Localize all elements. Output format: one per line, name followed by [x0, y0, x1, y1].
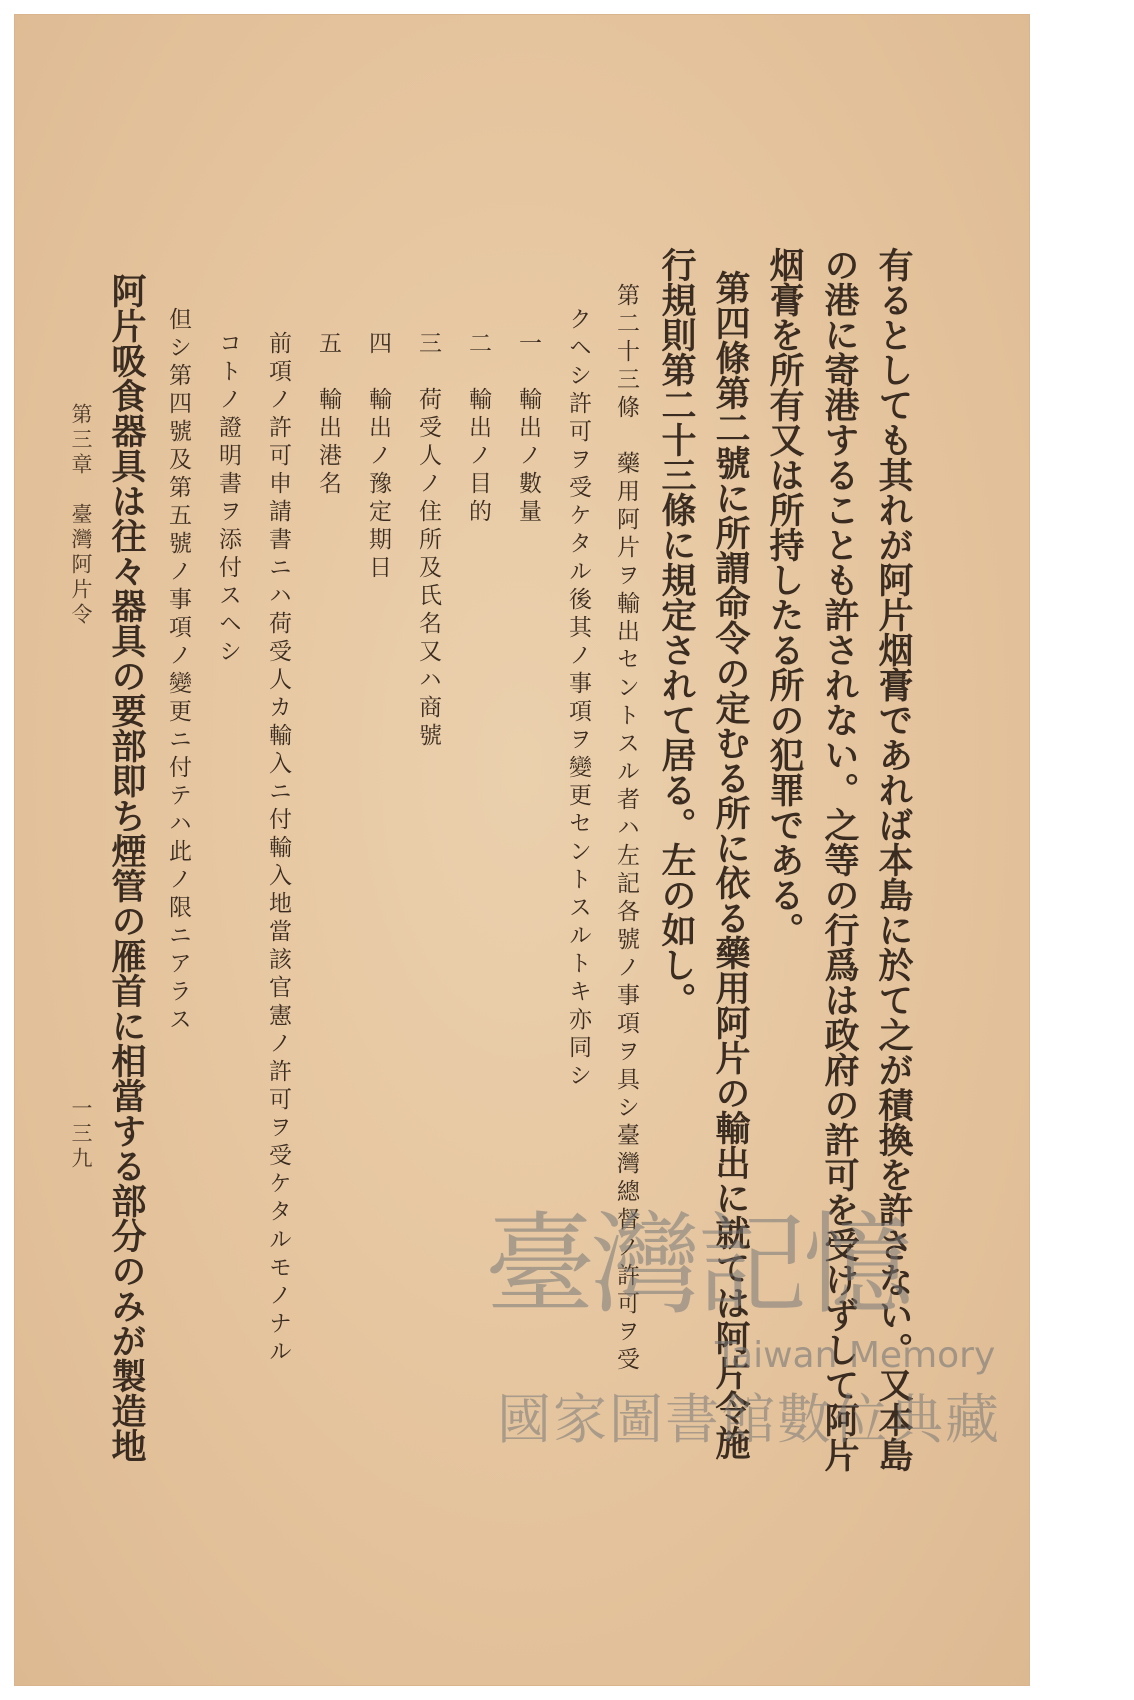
text-column-13: 前項ノ許可申請書ニハ荷受人カ輸入ニ付輸入地當該官憲ノ許可ヲ受ケタルモノナル: [265, 331, 291, 1367]
watermark-organization: 國家圖書館數位典藏: [497, 1388, 1001, 1451]
watermark-subtitle: Taiwan Memory: [715, 1335, 996, 1376]
text-column-4: 第四條第二號に所謂命令の定むる所に依る藥用阿片の輸出に就ては阿片令施: [710, 270, 751, 1460]
text-column-7: クヘシ許可ヲ受ケタル後其ノ事項ヲ變更セントスルトキ亦同シ: [565, 307, 591, 1091]
text-column-2: の港に寄港することも許されない。之等の行爲は政府の許可を受けずして阿片: [819, 247, 860, 1472]
text-column-16: 阿片吸食器具は往々器具の要部即ち煙管の雁首に相當する部分のみが製造地: [106, 273, 147, 1463]
page-scan: [14, 14, 1030, 1686]
page-number: 一三九: [69, 1097, 93, 1172]
text-column-9: 二 輸出ノ目的: [465, 331, 491, 527]
text-column-3: 烟膏を所有又は所持したる所の犯罪である。: [764, 247, 805, 947]
text-column-14: コトノ證明書ヲ添付スヘシ: [215, 331, 241, 667]
text-column-15: 但シ第四號及第五號ノ事項ノ變更ニ付テハ此ノ限ニアラス: [165, 307, 191, 1035]
running-head: 第三章 臺灣阿片令: [69, 403, 93, 628]
text-column-5: 行規則第二十三條に規定されて居る。左の如し。: [656, 247, 697, 1017]
text-column-6: 第二十三條 藥用阿片ヲ輸出セントスル者ハ左記各號ノ事項ヲ具シ臺灣總督ノ許可ヲ受: [613, 283, 639, 1375]
text-column-10: 三 荷受人ノ住所及氏名又ハ商號: [415, 331, 441, 751]
watermark-logo: 臺灣記憶: [485, 1201, 909, 1329]
text-column-1: 有るとしても其れが阿片烟膏であれば本島に於て之が積換を許さない。又本島: [873, 247, 914, 1472]
text-column-12: 五 輸出港名: [315, 331, 341, 499]
text-column-8: 一 輸出ノ數量: [515, 331, 541, 527]
text-column-11: 四 輸出ノ豫定期日: [365, 331, 391, 583]
